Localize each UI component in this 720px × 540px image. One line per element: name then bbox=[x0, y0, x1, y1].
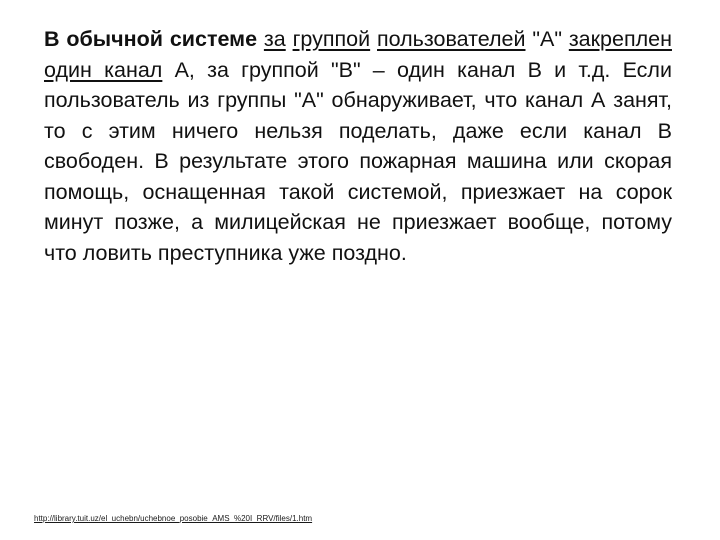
paragraph-rest: А, за группой "В" – один канал В и т.д. Если пользователь из группы "А" обнаруживает, что канал А занят, то с этим ничего нельзя поделать, даже если канал В свободен. В результате этого пожарная машина или скорая помощь, оснащенная такой системой, приезжает на сорок минут позже, а милицейская не приезжает вообще, потому что ловить преступника уже поздно. bbox=[44, 57, 672, 265]
source-link[interactable]: http://library.tuit.uz/el_uchebn/uchebnoe_posobie_AMS_%20I_RRV/files/1.htm bbox=[34, 514, 313, 523]
underlined-phrase-channel: закреплен один канал bbox=[44, 27, 672, 82]
underlined-word-gruppoy: группой bbox=[292, 27, 371, 51]
body-paragraph bbox=[44, 24, 672, 268]
quoted-group-a: "А" bbox=[525, 27, 569, 51]
underlined-word-polzovateley: пользователей bbox=[377, 27, 526, 51]
lead-phrase: В обычной системе bbox=[44, 27, 258, 51]
underlined-word-za: за bbox=[263, 27, 286, 51]
